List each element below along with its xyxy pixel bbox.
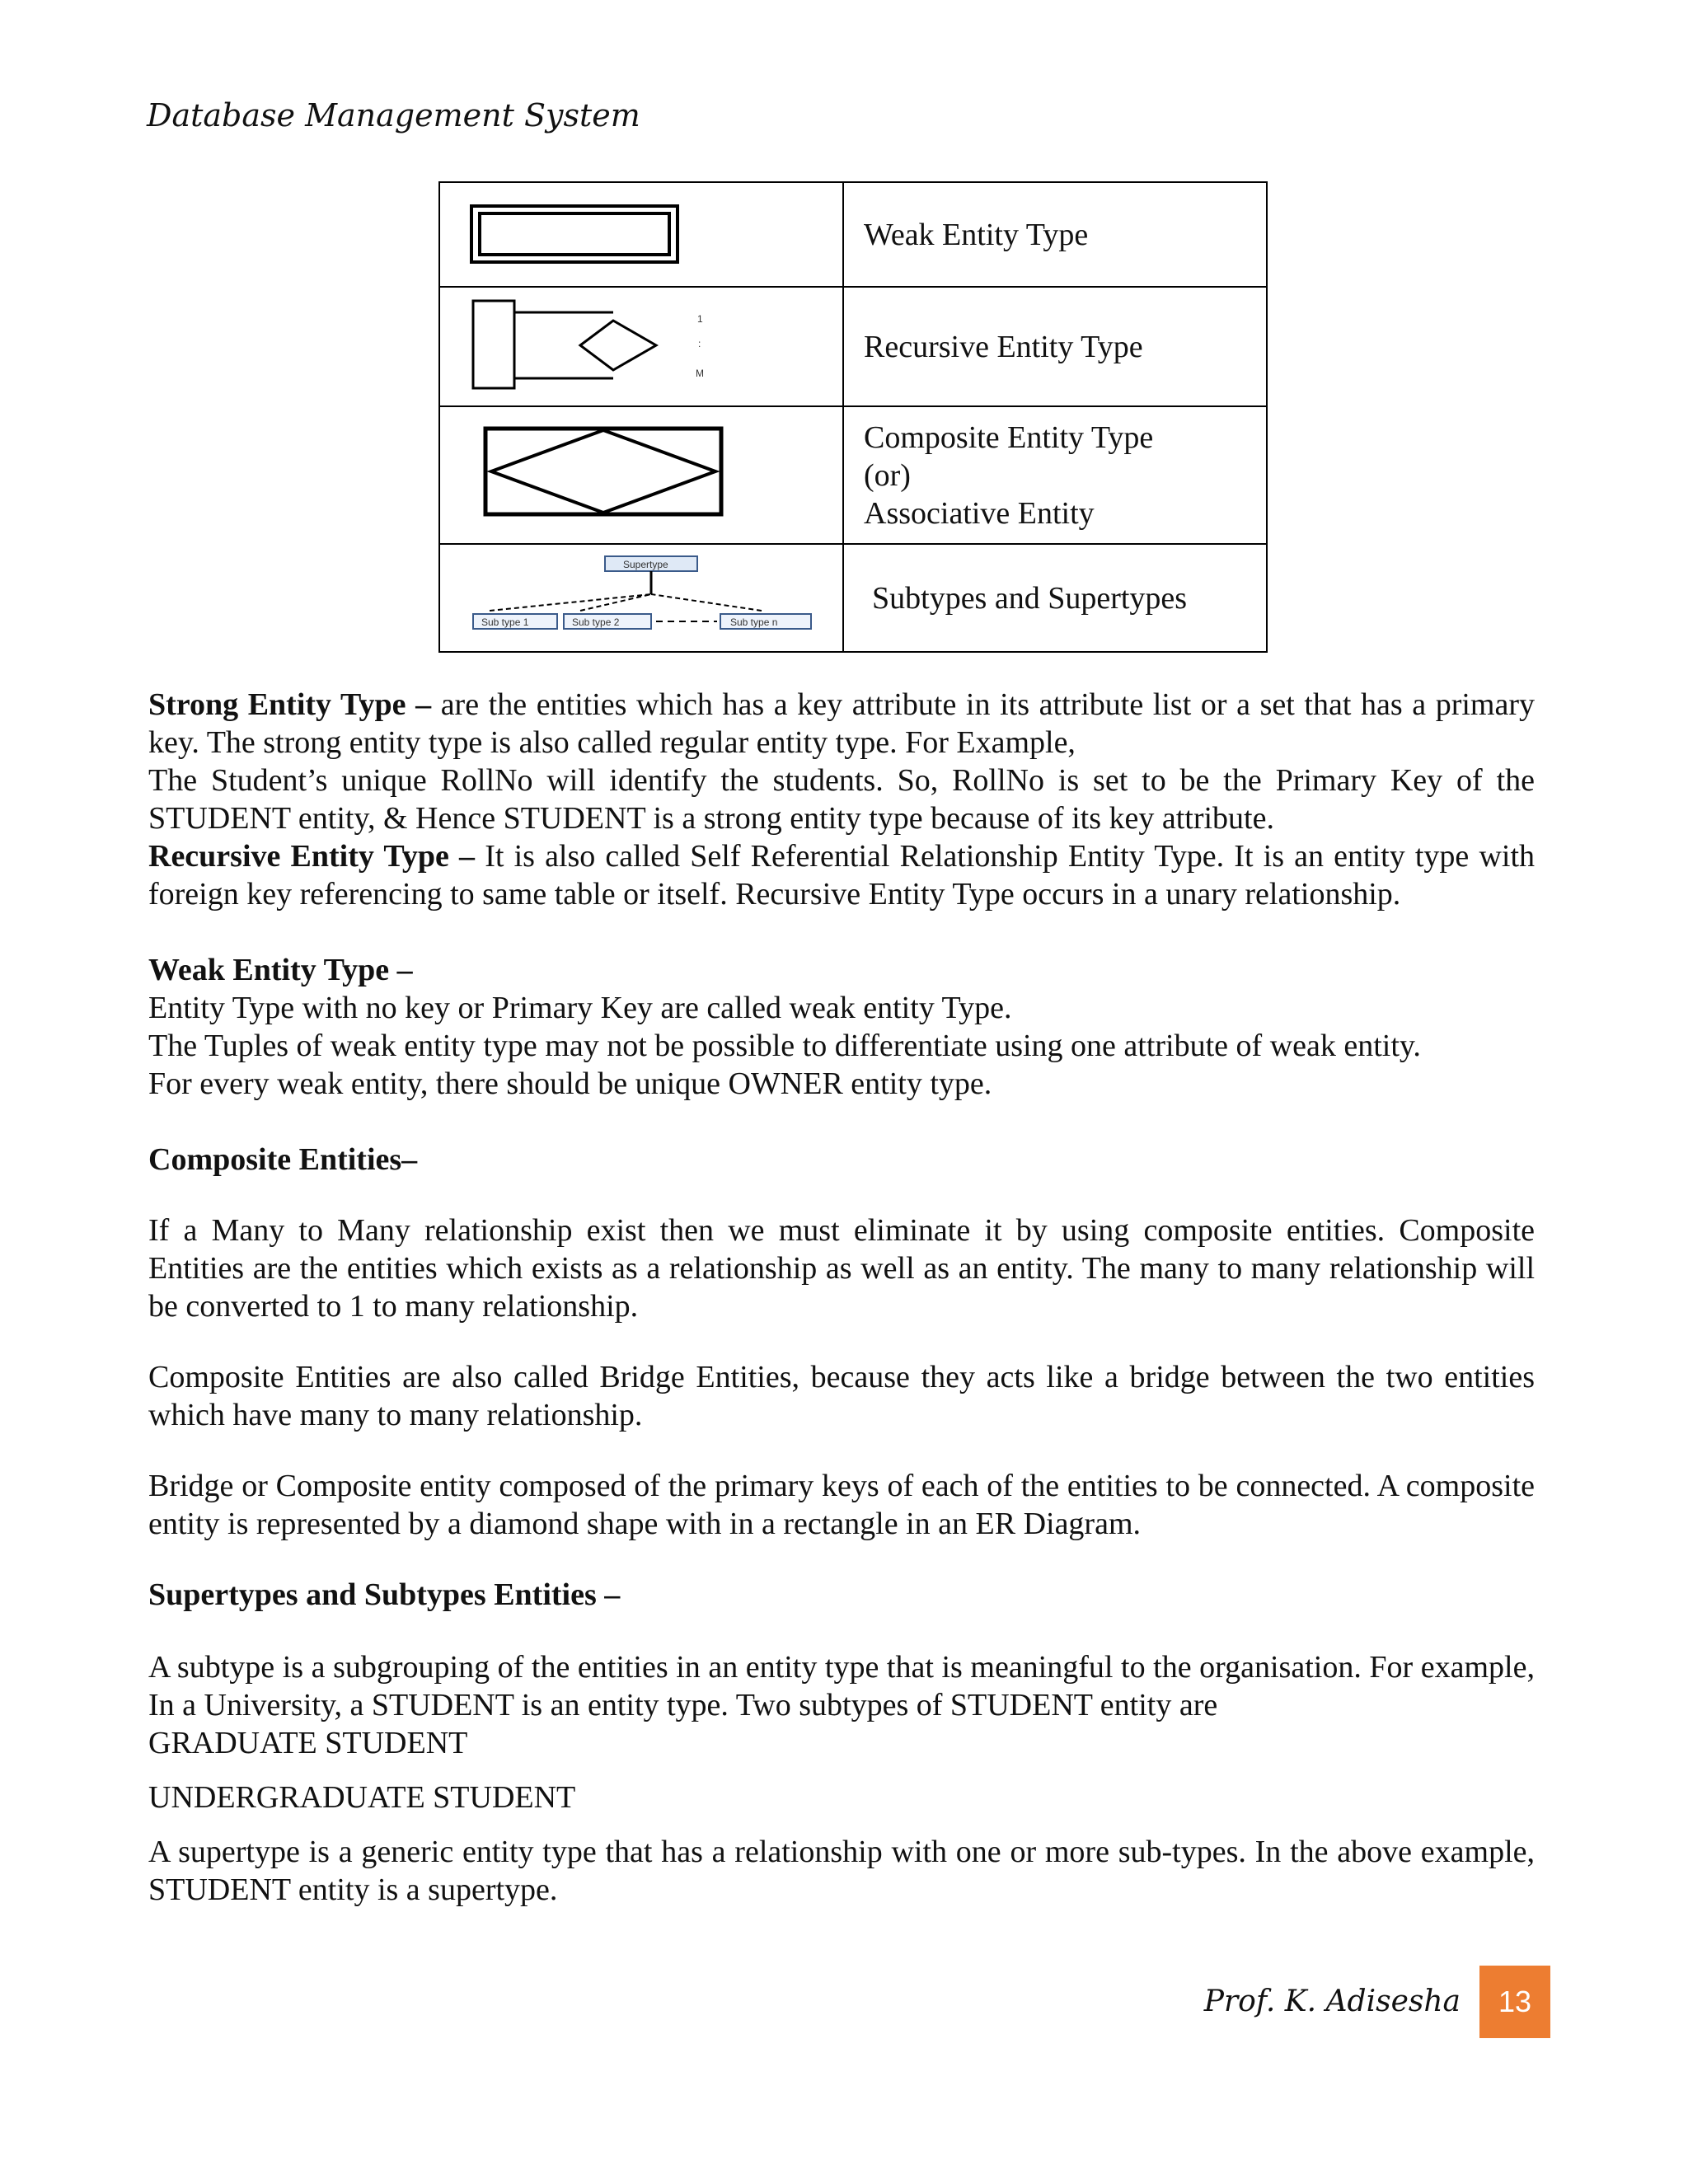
footer-author: Prof. K. Adisesha — [1203, 1985, 1461, 2018]
subtype-box-label-1: Sub type 1 — [481, 616, 529, 628]
composite-paragraph-1: If a Many to Many relationship exist then we must eliminate it by using composite entities. Composite Entities are the entities which exists as a relationship as well as an entity. The many to many relationship will be converted to 1 to many relationship. — [148, 1213, 1535, 1324]
supertypes-paragraph-1: A subtype is a subgrouping of the entities in an entity type that is meaningful to the organisation. For example, In a University, a STUDENT is an entity type. Two subtypes of STUDENT entity are — [148, 1650, 1535, 1722]
recursive-entity-symbol-icon — [440, 288, 842, 401]
legend-row-weak — [439, 182, 1267, 287]
subtype-supertype-symbol-icon — [440, 545, 842, 647]
subtype-box-label-n: Sub type n — [730, 616, 778, 628]
page-number-badge: 13 — [1479, 1966, 1550, 2038]
composite-entities-heading: Composite Entities– — [148, 1142, 418, 1177]
weak-entity-line-1: Entity Type with no key or Primary Key are called weak entity Type. — [148, 991, 1012, 1025]
er-symbol-legend-table — [438, 181, 1268, 653]
composite-label-line-3: Associative Entity — [864, 495, 1095, 531]
weak-entity-line-3: For every weak entity, there should be unique OWNER entity type. — [148, 1066, 992, 1101]
weak-entity-symbol-icon — [440, 183, 842, 282]
subtype-item-undergraduate: UNDERGRADUATE STUDENT — [148, 1780, 576, 1815]
subtype-item-graduate: GRADUATE STUDENT — [148, 1726, 468, 1760]
weak-entity-line-2: The Tuples of weak entity type may not be possible to differentiate using one attribute of weak entity. — [148, 1029, 1421, 1063]
composite-label-line-1: Composite Entity Type — [864, 419, 1154, 455]
strong-entity-text: are the entities which has a key attribute in its attribute list or a set that has a primary key. The strong entity type is also called regular entity type. For Example, — [148, 687, 1535, 760]
recursive-entity-paragraph — [148, 837, 1535, 913]
composite-paragraph-2: Composite Entities are also called Bridge Entities, because they acts like a bridge between the two entities which have many to many relationship. — [148, 1360, 1535, 1432]
recursive-entity-heading: Recursive Entity Type – — [148, 839, 476, 874]
recursive-entity-label: Recursive Entity Type — [843, 287, 1267, 406]
composite-entity-symbol-icon — [440, 407, 842, 539]
strong-entity-heading: Strong Entity Type – — [148, 687, 432, 722]
composite-paragraph-3: Bridge or Composite entity composed of the primary keys of each of the entities to be connected. A composite entity is represented by a diamond shape with in a rectangle in an ER Diagram. — [148, 1469, 1535, 1541]
weak-entity-symbol-cell — [439, 182, 843, 287]
subtypes-supertypes-label: Subtypes and Supertypes — [843, 544, 1267, 652]
recursive-mark-m: M — [696, 368, 704, 379]
body-text — [148, 686, 1535, 1909]
legend-row-subtypes — [439, 544, 1267, 652]
legend-row-composite — [439, 406, 1267, 544]
supertypes-heading: Supertypes and Subtypes Entities – — [148, 1577, 621, 1612]
subtype-box-label-2: Sub type 2 — [572, 616, 620, 628]
page-header-title: Database Management System — [147, 97, 640, 134]
weak-entity-label: Weak Entity Type — [843, 182, 1267, 287]
recursive-entity-symbol-cell — [439, 287, 843, 406]
strong-entity-example: The Student’s unique RollNo will identify the students. So, RollNo is set to be the Primary Key of the STUDENT entity, & Hence STUDENT is a strong entity type because of its key attribute. — [148, 763, 1535, 836]
composite-entity-symbol-cell — [439, 406, 843, 544]
composite-label-line-2: (or) — [864, 457, 911, 493]
subtype-supertype-symbol-cell — [439, 544, 843, 652]
weak-entity-heading: Weak Entity Type – — [148, 953, 413, 987]
supertype-box-label: Supertype — [623, 559, 668, 570]
legend-row-recursive — [439, 287, 1267, 406]
supertypes-paragraph-2: A supertype is a generic entity type that has a relationship with one or more sub-types. In the above example, STUDENT entity is a supertype. — [148, 1835, 1535, 1907]
recursive-entity-text: It is also called Self Referential Relationship Entity Type. It is an entity type with foreign key referencing to same table or itself. Recursive Entity Type occurs in a unary relationship. — [148, 839, 1536, 912]
composite-entity-label — [843, 406, 1267, 544]
recursive-mark-1: 1 — [697, 313, 703, 325]
strong-entity-paragraph — [148, 686, 1535, 762]
recursive-mark-colon: : — [698, 338, 701, 349]
